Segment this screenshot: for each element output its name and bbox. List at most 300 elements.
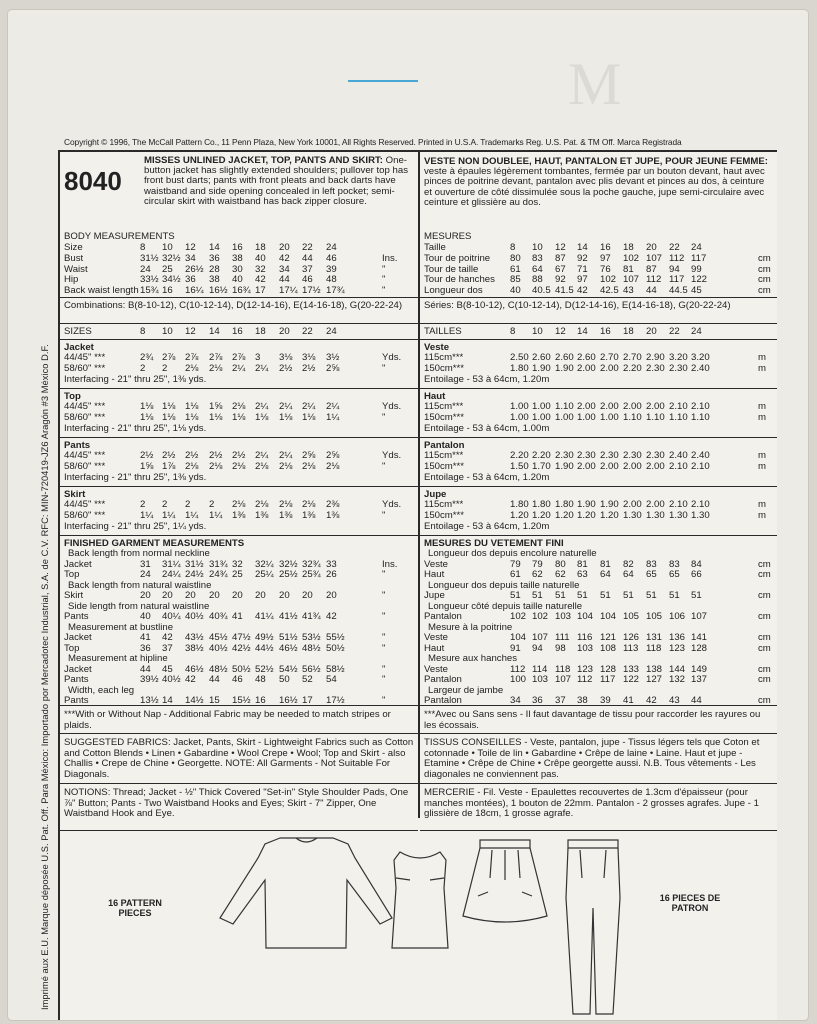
yardage: 2⅝ xyxy=(326,363,340,374)
finished-row-value: 31¾ xyxy=(209,558,228,570)
body-row-value: 87 xyxy=(555,253,566,264)
finished-row-unit: " xyxy=(382,663,386,675)
yardage: 2¼ xyxy=(279,450,293,461)
finished-row-value: 112 xyxy=(577,674,593,685)
body-row-value: 117 xyxy=(691,253,707,264)
finished-row-value: 41¼ xyxy=(255,611,274,622)
body-row-value: 45 xyxy=(691,284,702,296)
finished-row-value: 107 xyxy=(555,674,572,685)
body-row-value: 37 xyxy=(302,263,313,275)
yardage: 1.00 xyxy=(510,412,529,423)
finished-row-value: 104 xyxy=(600,611,617,622)
yardage: 2⅛ xyxy=(302,499,316,510)
yardage: 2½ xyxy=(302,363,316,374)
unit: m xyxy=(758,510,766,521)
size-row-value: 18 xyxy=(255,242,266,253)
finished-row-value: 103 xyxy=(555,611,572,622)
size-row-value: 12 xyxy=(185,242,196,253)
finished-row-value: 42 xyxy=(185,674,196,685)
fabric-width: 58/60" *** xyxy=(64,363,106,374)
body-row-unit: cm xyxy=(758,284,771,296)
body-row-value: 92 xyxy=(555,274,566,285)
yardage: 1.30 xyxy=(691,510,710,521)
finished-row-label: Pants xyxy=(64,695,89,706)
sizes-header-label: SIZES xyxy=(64,326,92,337)
yardage: 2¾ xyxy=(140,352,154,363)
yardage: 1¼ xyxy=(185,510,199,521)
finished-row-value: 31 xyxy=(140,558,151,570)
body-row-value: 40 xyxy=(510,284,521,296)
body-row-label: Tour de hanches xyxy=(424,274,495,285)
finished-row-label: Top xyxy=(64,569,80,580)
sizes-header-row xyxy=(60,324,418,340)
yardage: 2 xyxy=(209,499,215,510)
size-row-value: 8 xyxy=(510,242,516,253)
size-row-value: 10 xyxy=(532,242,543,253)
yardage: 2 xyxy=(162,363,168,374)
yardage: 2¼ xyxy=(255,450,269,461)
finished-row-value: 94 xyxy=(532,642,543,654)
yardage: 2⅞ xyxy=(232,352,246,363)
finished-row-value: 26 xyxy=(326,569,337,580)
yardage: 1⅜ xyxy=(326,510,340,521)
yardage: 2½ xyxy=(279,363,293,374)
finished-row-value: 16½ xyxy=(279,695,298,706)
finished-row-value: 51 xyxy=(669,590,680,601)
yardage: 2.00 xyxy=(577,461,596,472)
finished-row-unit: Ins. xyxy=(382,558,398,570)
sizes-header-value: 18 xyxy=(623,326,634,337)
finished-row-value: 17 xyxy=(302,695,313,706)
finished-row-value: 44 xyxy=(140,663,151,675)
fabric-width: 58/60" *** xyxy=(64,461,106,472)
finished-row-value: 54½ xyxy=(279,663,298,675)
yardage: 2⅛ xyxy=(302,461,316,472)
finished-row-value: 138 xyxy=(646,663,663,675)
body-row-value: 80 xyxy=(510,253,521,264)
unit: Yds. xyxy=(382,450,402,461)
finished-row-value: 13½ xyxy=(140,695,159,706)
yardage: 2½ xyxy=(140,450,154,461)
finished-row-value: 17½ xyxy=(326,695,345,706)
finished-row-value: 40 xyxy=(140,611,151,622)
finished-row-label: Jacket xyxy=(64,558,92,570)
sizes-header-value: 22 xyxy=(669,326,680,337)
sizes-header-value: 12 xyxy=(185,326,196,337)
yardage: 2¼ xyxy=(255,401,269,412)
body-row-value: 17¾ xyxy=(326,284,345,296)
body-row-value: 92 xyxy=(577,253,588,264)
yardage: 2⅛ xyxy=(255,461,269,472)
finished-row-value: 48 xyxy=(255,674,266,685)
sizes-header-value: 10 xyxy=(162,326,173,337)
yardage: 2⅛ xyxy=(185,461,199,472)
size-row-value: 22 xyxy=(669,242,680,253)
garment-2 xyxy=(420,438,777,487)
finished-row-label: Pantalon xyxy=(424,674,462,685)
finished-row-value: 84 xyxy=(691,558,702,570)
body-row-value: 122 xyxy=(691,274,708,285)
garment-name: Jupe xyxy=(424,489,447,500)
finished-row-unit: cm xyxy=(758,695,771,706)
garment-0 xyxy=(420,340,777,389)
body-row-value: 46 xyxy=(302,274,313,285)
finished-row-unit: " xyxy=(382,642,386,654)
yardage: 2.30 xyxy=(646,363,665,374)
finished-row-value: 54 xyxy=(326,674,337,685)
size-row-value: 22 xyxy=(302,242,313,253)
body-row-value: 46 xyxy=(326,253,337,264)
finished-row-value: 107 xyxy=(691,611,708,622)
yardage: 3.20 xyxy=(669,352,688,363)
skirt-drawing xyxy=(463,840,547,922)
body-row-value: 41.5 xyxy=(555,284,574,296)
unit: Yds. xyxy=(382,352,402,363)
size-row-value: 10 xyxy=(162,242,173,253)
finished-row-value: 132 xyxy=(669,674,686,685)
finished-row-value: 44 xyxy=(209,674,220,685)
yardage: 2.10 xyxy=(669,461,688,472)
fabric-width: 115cm*** xyxy=(424,352,464,363)
yardage: 1.70 xyxy=(532,461,551,472)
finished-row-value: 102 xyxy=(532,611,549,622)
body-row-value: 107 xyxy=(646,253,663,264)
finished-row-value: 51 xyxy=(691,590,702,601)
body-row-value: 40 xyxy=(232,274,243,285)
yardage: 2⅛ xyxy=(232,401,246,412)
yardage: 2.40 xyxy=(691,363,710,374)
body-row-label: Bust xyxy=(64,253,84,264)
finished-row-unit: cm xyxy=(758,569,771,580)
finished-subheading: Width, each leg xyxy=(68,684,135,696)
finished-row-value: 55½ xyxy=(326,632,345,643)
finished-row-value: 50 xyxy=(279,674,290,685)
garment-name: Jacket xyxy=(64,342,94,353)
finished-row-value: 116 xyxy=(577,632,593,643)
garment-3 xyxy=(420,487,777,536)
unit: " xyxy=(382,510,386,521)
yardage: 1.20 xyxy=(600,510,619,521)
english-column xyxy=(60,152,420,818)
yardage: 1.00 xyxy=(555,412,574,423)
yardage: 3⅛ xyxy=(302,352,316,363)
yardage: 1.80 xyxy=(555,499,574,510)
finished-row-unit: " xyxy=(382,695,386,706)
garment-1 xyxy=(60,389,418,438)
yardage: 2⅞ xyxy=(185,352,199,363)
finished-subheading: Mesure à la poitrine xyxy=(428,621,513,633)
yardage: 3 xyxy=(255,352,261,363)
size-row-label: Size xyxy=(64,242,83,253)
yardage: 2¼ xyxy=(232,363,246,374)
finished-row-value: 31½ xyxy=(185,558,204,570)
body-row-value: 71 xyxy=(577,263,588,275)
yardage: 2.60 xyxy=(532,352,551,363)
garment-name: Veste xyxy=(424,342,450,353)
finished-row-value: 50½ xyxy=(232,663,251,675)
yardage: 2¼ xyxy=(326,401,340,412)
sizes-header-value: 8 xyxy=(510,326,516,337)
finished-measurements xyxy=(420,536,777,706)
yardage: 2¼ xyxy=(302,401,316,412)
yardage: 2¼ xyxy=(255,363,269,374)
finished-row-value: 20 xyxy=(162,590,173,601)
body-row-value: 107 xyxy=(623,274,640,285)
finished-row-value: 41 xyxy=(623,695,634,706)
sizes-header-value: 20 xyxy=(646,326,657,337)
sizes-header-value: 10 xyxy=(532,326,543,337)
yardage: 1⅜ xyxy=(302,510,316,521)
body-row-value: 17½ xyxy=(302,284,321,296)
size-row-value: 18 xyxy=(623,242,634,253)
finished-row-value: 32¼ xyxy=(255,558,274,570)
body-row-value: 43 xyxy=(623,284,634,296)
pieces-de-patron-label: 16 PIECES DE PATRON xyxy=(659,893,721,913)
garment-name: Top xyxy=(64,391,81,402)
nap-note-text: ***Avec ou Sans sens - Il faut davantage de tissu pour raccorder les rayures ou les écossais. xyxy=(424,709,761,731)
title-block xyxy=(60,152,418,298)
finished-row-value: 38½ xyxy=(185,642,204,654)
suggested-fabrics xyxy=(60,734,418,784)
finished-row-unit: " xyxy=(382,590,386,601)
fabrics-text: TISSUS CONSEILLES - Veste, pantalon, jupe - Tissus légers tels que Coton et cotonnade • Toile de lin • Gabardine • Crêpe de laine • Laine. Haut et jupe - Etamine • Crêpe de Chine • Crêpe georgette aussi. N.B. Tous vêtements - Les diagonales ne conviennent pas. xyxy=(424,737,760,780)
yardage: 1¼ xyxy=(162,510,176,521)
yardage: 2.30 xyxy=(600,450,619,461)
yardage: 1⅝ xyxy=(140,461,154,472)
finished-row-value: 40¾ xyxy=(209,611,228,622)
body-row-value: 16½ xyxy=(209,284,228,296)
finished-row-value: 31¼ xyxy=(162,558,181,570)
finished-row-value: 51 xyxy=(510,590,521,601)
yardage: 1⅜ xyxy=(232,510,246,521)
garment-3 xyxy=(60,487,418,536)
sizes-header-value: 24 xyxy=(691,326,702,337)
finished-subheading: Longueur dos depuis taille naturelle xyxy=(428,579,580,591)
finished-row-value: 45½ xyxy=(209,632,228,643)
yardage: 2.00 xyxy=(600,401,619,412)
yardage: 1.20 xyxy=(555,510,574,521)
french-column xyxy=(420,152,777,818)
finished-row-value: 45 xyxy=(162,663,173,675)
finished-row-value: 40½ xyxy=(185,611,204,622)
body-row-value: 97 xyxy=(577,274,588,285)
interfacing: Entoilage - 53 à 64cm, 1.00m xyxy=(424,423,550,434)
yardage: 2.40 xyxy=(691,450,710,461)
yardage: 1.80 xyxy=(532,499,551,510)
notions-text: MERCERIE - Fil. Veste - Epaulettes recouvertes de 1.3cm d'épaisseur (pour manches montées), 1 bouton de 22mm. Pantalon - 2 grosses agrafes. Jupe - 1 glissière de 18cm, 1 grosse agrafe. xyxy=(424,787,759,820)
finished-row-value: 53½ xyxy=(302,632,321,643)
body-row-value: 99 xyxy=(691,263,702,275)
size-row-value: 24 xyxy=(326,242,337,253)
yardage: 2⅛ xyxy=(255,499,269,510)
finished-heading: FINISHED GARMENT MEASUREMENTS xyxy=(64,538,245,549)
interfacing: Interfacing - 21" thru 25", 1¼ yds. xyxy=(64,521,207,532)
body-row-value: 33½ xyxy=(140,274,159,285)
body-row-unit: cm xyxy=(758,263,771,275)
finished-row-value: 24½ xyxy=(185,569,204,580)
yardage: 1⅞ xyxy=(162,461,176,472)
finished-row-value: 38 xyxy=(577,695,588,706)
finished-row-value: 34 xyxy=(510,695,521,706)
finished-row-value: 118 xyxy=(646,642,662,654)
finished-row-value: 136 xyxy=(669,632,686,643)
finished-row-value: 112 xyxy=(510,663,526,675)
body-row-value: 102 xyxy=(600,274,617,285)
finished-row-value: 81 xyxy=(600,558,611,570)
finished-row-value: 20 xyxy=(279,590,290,601)
body-row-value: 87 xyxy=(646,263,657,275)
yardage: 2.70 xyxy=(600,352,619,363)
yardage: 1⅛ xyxy=(140,412,154,423)
unit: Yds. xyxy=(382,499,402,510)
yardage: 1⅛ xyxy=(279,412,293,423)
yardage: 2.00 xyxy=(623,499,642,510)
sizes-header-value: 20 xyxy=(279,326,290,337)
body-row-value: 44.5 xyxy=(669,284,688,296)
yardage: 1⅛ xyxy=(302,412,316,423)
yardage: 2.00 xyxy=(577,363,596,374)
finished-row-unit: cm xyxy=(758,642,771,654)
finished-row-value: 50½ xyxy=(326,642,345,654)
unit: m xyxy=(758,499,766,510)
finished-row-value: 39½ xyxy=(140,674,159,685)
yardage: 2.70 xyxy=(623,352,642,363)
finished-row-value: 24¼ xyxy=(162,569,181,580)
body-row-value: 34 xyxy=(185,253,196,264)
finished-heading: MESURES DU VETEMENT FINI xyxy=(424,538,564,549)
finished-row-value: 51 xyxy=(600,590,611,601)
yardage: 1.90 xyxy=(532,363,551,374)
yardage: 2.20 xyxy=(532,450,551,461)
finished-subheading: Side length from natural waistline xyxy=(68,600,210,612)
size-row-value: 12 xyxy=(555,242,566,253)
finished-row-value: 51 xyxy=(646,590,657,601)
yardage: 1⅛ xyxy=(162,412,176,423)
body-row-label: Hip xyxy=(64,274,79,285)
garment-1 xyxy=(420,389,777,438)
finished-row-value: 51 xyxy=(555,590,566,601)
finished-row-value: 36 xyxy=(140,642,151,654)
body-row-value: 42 xyxy=(255,274,266,285)
finished-row-value: 83 xyxy=(646,558,657,570)
body-row-value: 42 xyxy=(279,253,290,264)
body-row-value: 112 xyxy=(646,274,662,285)
body-row-value: 94 xyxy=(669,263,680,275)
yardage: 2.10 xyxy=(691,461,710,472)
yardage: 3.20 xyxy=(691,352,710,363)
yardage: 2.20 xyxy=(510,450,529,461)
yardage: 1⅛ xyxy=(185,401,199,412)
body-row-value: 16 xyxy=(162,284,173,296)
garment-0 xyxy=(60,340,418,389)
finished-row-value: 48½ xyxy=(209,663,228,675)
body-row-unit: cm xyxy=(758,274,771,285)
body-row-value: 112 xyxy=(669,253,685,264)
size-row-value: 16 xyxy=(232,242,243,253)
sizes-header-value: 14 xyxy=(209,326,220,337)
finished-row-value: 25 xyxy=(232,569,243,580)
finished-row-value: 16 xyxy=(255,695,266,706)
body-row-label: Tour de poitrine xyxy=(424,253,491,264)
yardage: 2⅞ xyxy=(209,352,223,363)
yardage: 1.00 xyxy=(532,401,551,412)
body-row-value: 44 xyxy=(302,253,313,264)
finished-subheading: Mesure aux hanches xyxy=(428,653,518,664)
finished-row-label: Haut xyxy=(424,642,445,654)
finished-row-value: 113 xyxy=(623,642,639,654)
yardage: 2½ xyxy=(209,450,223,461)
fabric-width: 115cm*** xyxy=(424,401,464,412)
fabric-width: 150cm*** xyxy=(424,363,464,374)
yardage: 2⅛ xyxy=(232,461,246,472)
finished-row-label: Pants xyxy=(64,674,89,685)
finished-row-value: 51 xyxy=(623,590,634,601)
body-row-value: 85 xyxy=(510,274,521,285)
yardage: 2⅜ xyxy=(326,499,340,510)
yardage: 2 xyxy=(162,499,168,510)
finished-row-unit: cm xyxy=(758,611,771,622)
yardage: 2.00 xyxy=(646,499,665,510)
fabric-width: 150cm*** xyxy=(424,510,464,521)
finished-row-label: Top xyxy=(64,642,80,654)
finished-row-value: 42 xyxy=(162,632,173,643)
body-row-value: 39 xyxy=(326,263,337,275)
finished-row-value: 100 xyxy=(510,674,527,685)
yardage: 2⅛ xyxy=(209,363,223,374)
size-row-value: 14 xyxy=(577,242,588,253)
fabric-width: 58/60" *** xyxy=(64,510,106,521)
yardage: 1⅝ xyxy=(209,401,223,412)
yardage: 2.50 xyxy=(510,352,529,363)
interfacing: Interfacing - 21" thru 25", 1⅜ yds. xyxy=(64,374,207,385)
finished-row-unit: cm xyxy=(758,632,771,643)
finished-row-value: 103 xyxy=(577,642,594,654)
finished-row-value: 25¾ xyxy=(302,569,321,580)
finished-row-unit: cm xyxy=(758,590,771,601)
garment-name: Haut xyxy=(424,391,446,402)
finished-row-value: 39 xyxy=(600,695,611,706)
yardage: 1.10 xyxy=(669,412,688,423)
interfacing: Entoilage - 53 à 64cm, 1.20m xyxy=(424,521,550,532)
yardage: 2¼ xyxy=(279,401,293,412)
yardage: 2.30 xyxy=(623,450,642,461)
finished-row-value: 104 xyxy=(510,632,527,643)
unit: " xyxy=(382,412,386,423)
garment-name: Pants xyxy=(64,440,91,451)
body-row-value: 16¼ xyxy=(185,284,204,296)
finished-row-value: 82 xyxy=(623,558,634,570)
combinations-row xyxy=(60,298,418,324)
finished-row-value: 42 xyxy=(326,611,337,622)
finished-row-value: 123 xyxy=(669,642,686,654)
sizes-header-value: 18 xyxy=(255,326,266,337)
body-row-label: Back waist length xyxy=(64,284,139,296)
finished-subheading: Back length from natural waistline xyxy=(68,579,212,591)
finished-row-value: 104 xyxy=(577,611,594,622)
finished-row-value: 144 xyxy=(669,663,686,675)
yardage: 1⅛ xyxy=(209,412,223,423)
finished-row-value: 105 xyxy=(623,611,640,622)
finished-row-value: 40½ xyxy=(209,642,228,654)
sizes-header-value: 14 xyxy=(577,326,588,337)
body-row-value: 97 xyxy=(600,253,611,264)
size-row-value: 20 xyxy=(646,242,657,253)
finished-row-unit: cm xyxy=(758,663,771,675)
nap-note-text: ***With or Without Nap - Additional Fabric may be needed to match stripes or plaids. xyxy=(64,709,391,731)
finished-row-value: 65 xyxy=(669,569,680,580)
finished-row-value: 111 xyxy=(555,632,570,643)
size-row-value: 8 xyxy=(140,242,146,253)
